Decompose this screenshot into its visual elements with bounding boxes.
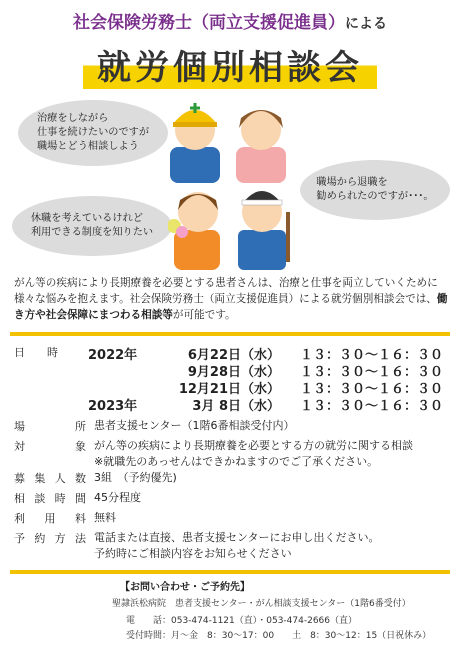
detail-label-char: 用: [44, 512, 56, 525]
detail-label: [14, 530, 86, 546]
detail-label-char: 間: [74, 492, 86, 505]
divider-top: [10, 332, 450, 336]
header-line: [0, 8, 460, 33]
contact-hours: 受付時間：月～金 8：30～17：00 土 8：30～12：15（日祝休み）: [126, 631, 432, 641]
detail-label-char: 時: [54, 492, 66, 505]
divider-bottom: [10, 570, 450, 574]
schedule-year: 2023年: [88, 399, 138, 414]
schedule-date: 6月22日（水）: [187, 348, 280, 363]
detail-value: 患者支援センター（1階6番相談受付内）: [94, 419, 295, 432]
detail-label-char: 談: [34, 492, 46, 505]
woman-figure: [236, 110, 286, 183]
detail-value: がん等の疾病により長期療養を必要とする方の就労に関する相談 ※就職先のあっせんはできかねますのでご了承ください。: [94, 439, 413, 468]
schedule-date: 9月28日（水）: [187, 365, 280, 380]
detail-label-char: 集: [34, 472, 46, 485]
contact-tel: 電 話：053-474-1121（直）・053-474-2666（直）: [126, 616, 358, 626]
schedule-label: 日 時: [14, 346, 58, 359]
detail-label-char: 方: [54, 532, 66, 545]
contact-org: 聖隷浜松病院 患者支援センター・がん相談支援センター（1階6番受付）: [112, 599, 411, 609]
schedule-time: １３：３０～１６：３０: [300, 365, 444, 380]
detail-label-char: 約: [34, 532, 46, 545]
detail-value: 無料: [94, 511, 116, 524]
detail-label-char: 人: [54, 472, 66, 485]
worker-figure: [170, 103, 220, 183]
detail-label-char: 象: [75, 440, 86, 453]
speech-bubble-2: [300, 160, 450, 220]
detail-label-char: 募: [14, 472, 25, 485]
schedule-time: １３：３０～１６：３０: [300, 399, 444, 414]
header-role: 社会保険労務士（両立支援促進員）: [73, 13, 345, 33]
bubble-text-2: 職場から退職を 勧められたのですが･･･。: [316, 177, 434, 202]
intro-paragraph: [14, 275, 448, 323]
intro-text-2: が可能です。: [172, 309, 236, 321]
detail-value: 45分程度: [94, 491, 141, 504]
people-illustration: [168, 92, 308, 272]
schedule-time: １３：３０～１６：３０: [300, 348, 444, 363]
schedule-year: 2022年: [88, 348, 138, 363]
detail-label-char: 料: [75, 512, 86, 525]
detail-value: 電話または直接、患者支援センターにお申し出ください。 予約時にご相談内容をお知らせください: [94, 531, 380, 560]
detail-value: 3組 （予約優先): [94, 471, 177, 484]
detail-label-char: 対: [14, 440, 25, 453]
detail-label: [14, 438, 86, 454]
detail-label-char: 予: [14, 532, 25, 545]
intro-emphasis: 働き方や社会保障にまつわる相談等: [14, 293, 448, 321]
detail-label-char: 利: [14, 512, 25, 525]
detail-label: [14, 470, 86, 486]
bubble-text-3: 休職を考えているけれど 利用できる制度を知りたい: [30, 213, 154, 238]
speech-bubble-3: [12, 196, 172, 256]
page-title-wrap: [0, 40, 460, 89]
man-figure: [238, 191, 290, 270]
bubble-text-1: 治療をしながら 仕事を続けたいのですが 職場とどう相談しよう: [36, 113, 150, 152]
page-title: 就労個別相談会: [83, 40, 377, 89]
detail-label-char: 所: [75, 420, 86, 433]
contact-heading: 【お問い合わせ・ご予約先】: [120, 582, 250, 593]
intro-text-1: がん等の疾病により長期療養を必要とする患者さんは、治療と仕事を両立していくために様々な悩みを抱えます。社会保険労務士（両立支援促進員）による就労個別相談会では、: [14, 277, 438, 305]
speech-bubble-1: [18, 100, 168, 166]
detail-label-char: 法: [74, 532, 86, 545]
schedule-time: １３：３０～１６：３０: [300, 382, 444, 397]
girl-figure: [168, 192, 220, 270]
schedule-date: 3月 8日（水）: [192, 399, 280, 414]
detail-label-char: 相: [14, 492, 25, 505]
detail-label: [14, 510, 86, 526]
detail-label-char: 数: [74, 472, 86, 485]
detail-label-char: 場: [14, 420, 25, 433]
schedule-date: 12月21日（水）: [178, 382, 280, 397]
header-suffix: による: [345, 16, 387, 32]
detail-label: [14, 418, 86, 434]
detail-label: [14, 490, 86, 506]
